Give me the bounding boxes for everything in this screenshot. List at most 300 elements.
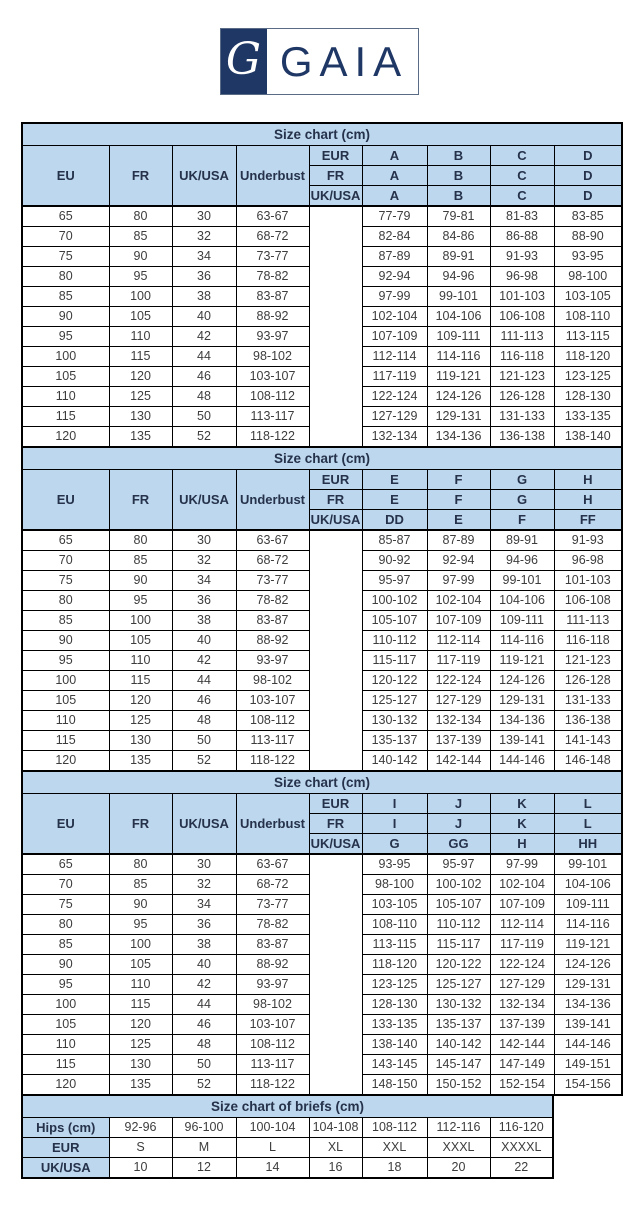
underbust-size-cell: 83-87 <box>236 611 309 631</box>
cup-range-cell: 119-121 <box>490 651 554 671</box>
uk-size-cell: 30 <box>172 206 236 227</box>
fr-size-cell: 80 <box>109 530 172 551</box>
fr-size-cell: 135 <box>109 1075 172 1096</box>
cup-range-cell: 98-100 <box>362 875 427 895</box>
table-row <box>22 206 622 227</box>
underbust-size-cell: 118-122 <box>236 427 309 448</box>
eu-size-cell: 65 <box>22 206 109 227</box>
cup-range-cell: 131-133 <box>490 407 554 427</box>
cup-letter: I <box>362 814 427 834</box>
cup-range-cell: 91-93 <box>490 247 554 267</box>
cup-range-cell: 112-114 <box>362 347 427 367</box>
fr-size-cell: 80 <box>109 854 172 875</box>
brand-name: GAIA <box>279 37 409 85</box>
eu-size-cell: 100 <box>22 347 109 367</box>
cup-range-cell: 154-156 <box>554 1075 622 1096</box>
briefs-value-cell: XXL <box>362 1138 427 1158</box>
uk-size-cell: 50 <box>172 731 236 751</box>
cup-range-cell: 116-118 <box>490 347 554 367</box>
cup-system-label: FR <box>309 490 362 510</box>
cup-range-cell: 132-134 <box>427 711 490 731</box>
underbust-size-cell: 118-122 <box>236 1075 309 1096</box>
uk-size-cell: 50 <box>172 1055 236 1075</box>
eu-size-cell: 70 <box>22 227 109 247</box>
cup-letter: F <box>490 510 554 531</box>
cup-range-cell: 108-110 <box>362 915 427 935</box>
cup-range-cell: 138-140 <box>554 427 622 448</box>
eu-size-cell: 95 <box>22 327 109 347</box>
cup-range-cell: 121-123 <box>490 367 554 387</box>
bra-size-table-2 <box>21 446 623 772</box>
column-header: UK/USA <box>172 146 236 207</box>
underbust-size-cell: 98-102 <box>236 671 309 691</box>
cup-range-cell: 107-109 <box>362 327 427 347</box>
cup-letter: H <box>554 490 622 510</box>
fr-size-cell: 120 <box>109 691 172 711</box>
briefs-value-cell: 22 <box>490 1158 553 1179</box>
eu-size-cell: 75 <box>22 247 109 267</box>
cup-range-cell: 114-116 <box>427 347 490 367</box>
fr-size-cell: 130 <box>109 407 172 427</box>
uk-size-cell: 32 <box>172 875 236 895</box>
briefs-value-cell: 18 <box>362 1158 427 1179</box>
uk-size-cell: 52 <box>172 427 236 448</box>
fr-size-cell: 85 <box>109 875 172 895</box>
cup-range-cell: 108-110 <box>554 307 622 327</box>
column-header: EU <box>22 794 109 855</box>
eu-size-cell: 105 <box>22 367 109 387</box>
cup-letter: B <box>427 186 490 207</box>
underbust-size-cell: 78-82 <box>236 915 309 935</box>
bra-size-table-3 <box>21 770 623 1096</box>
fr-size-cell: 100 <box>109 287 172 307</box>
uk-size-cell: 40 <box>172 631 236 651</box>
cup-range-cell: 115-117 <box>362 651 427 671</box>
cup-range-cell: 122-124 <box>427 671 490 691</box>
cup-range-cell: 149-151 <box>554 1055 622 1075</box>
cup-range-cell: 92-94 <box>427 551 490 571</box>
cup-range-cell: 117-119 <box>427 651 490 671</box>
cup-range-cell: 127-129 <box>490 975 554 995</box>
cup-range-cell: 132-134 <box>490 995 554 1015</box>
briefs-value-cell: S <box>109 1138 172 1158</box>
gap-spacer <box>309 530 362 771</box>
uk-size-cell: 44 <box>172 347 236 367</box>
underbust-size-cell: 68-72 <box>236 551 309 571</box>
cup-range-cell: 134-136 <box>554 995 622 1015</box>
column-header: Underbust <box>236 794 309 855</box>
eu-size-cell: 85 <box>22 611 109 631</box>
cup-letter: L <box>554 794 622 814</box>
cup-range-cell: 89-91 <box>427 247 490 267</box>
fr-size-cell: 100 <box>109 935 172 955</box>
eu-size-cell: 115 <box>22 731 109 751</box>
uk-size-cell: 42 <box>172 651 236 671</box>
briefs-value-cell: M <box>172 1138 236 1158</box>
eu-size-cell: 100 <box>22 995 109 1015</box>
uk-size-cell: 44 <box>172 671 236 691</box>
cup-letter: F <box>427 470 490 490</box>
underbust-size-cell: 108-112 <box>236 711 309 731</box>
cup-range-cell: 97-99 <box>427 571 490 591</box>
eu-size-cell: 95 <box>22 975 109 995</box>
cup-range-cell: 102-104 <box>427 591 490 611</box>
eu-size-cell: 120 <box>22 751 109 772</box>
cup-letter: D <box>554 186 622 207</box>
column-header: FR <box>109 794 172 855</box>
cup-range-cell: 136-138 <box>554 711 622 731</box>
uk-size-cell: 38 <box>172 935 236 955</box>
cup-range-cell: 148-150 <box>362 1075 427 1096</box>
cup-range-cell: 84-86 <box>427 227 490 247</box>
logo-monogram-box <box>221 29 267 94</box>
cup-range-cell: 95-97 <box>427 854 490 875</box>
logo-monogram: G <box>225 33 262 85</box>
cup-letter: D <box>554 146 622 166</box>
uk-size-cell: 48 <box>172 711 236 731</box>
fr-size-cell: 130 <box>109 1055 172 1075</box>
cup-range-cell: 89-91 <box>490 530 554 551</box>
underbust-size-cell: 93-97 <box>236 327 309 347</box>
cup-range-cell: 98-100 <box>554 267 622 287</box>
underbust-size-cell: 98-102 <box>236 995 309 1015</box>
fr-size-cell: 90 <box>109 247 172 267</box>
underbust-size-cell: 103-107 <box>236 1015 309 1035</box>
underbust-size-cell: 73-77 <box>236 571 309 591</box>
uk-size-cell: 48 <box>172 387 236 407</box>
cup-letter: B <box>427 166 490 186</box>
cup-range-cell: 116-118 <box>554 631 622 651</box>
cup-letter: C <box>490 186 554 207</box>
briefs-value-cell: 92-96 <box>109 1118 172 1138</box>
fr-size-cell: 110 <box>109 327 172 347</box>
cup-range-cell: 115-117 <box>427 935 490 955</box>
cup-letter: A <box>362 186 427 207</box>
cup-range-cell: 135-137 <box>427 1015 490 1035</box>
cup-range-cell: 111-113 <box>554 611 622 631</box>
uk-size-cell: 34 <box>172 895 236 915</box>
fr-size-cell: 120 <box>109 367 172 387</box>
eu-size-cell: 70 <box>22 875 109 895</box>
cup-range-cell: 128-130 <box>554 387 622 407</box>
briefs-value-cell: 112-116 <box>427 1118 490 1138</box>
fr-size-cell: 90 <box>109 895 172 915</box>
briefs-value-cell: L <box>236 1138 309 1158</box>
cup-range-cell: 100-102 <box>362 591 427 611</box>
fr-size-cell: 95 <box>109 915 172 935</box>
underbust-size-cell: 93-97 <box>236 975 309 995</box>
cup-system-label: EUR <box>309 146 362 166</box>
table-title: Size chart of briefs (cm) <box>22 1095 553 1118</box>
fr-size-cell: 90 <box>109 571 172 591</box>
fr-size-cell: 85 <box>109 227 172 247</box>
cup-range-cell: 142-144 <box>427 751 490 772</box>
underbust-size-cell: 73-77 <box>236 247 309 267</box>
eu-size-cell: 105 <box>22 1015 109 1035</box>
cup-range-cell: 92-94 <box>362 267 427 287</box>
fr-size-cell: 115 <box>109 671 172 691</box>
cup-range-cell: 133-135 <box>362 1015 427 1035</box>
cup-range-cell: 128-130 <box>362 995 427 1015</box>
cup-range-cell: 147-149 <box>490 1055 554 1075</box>
fr-size-cell: 125 <box>109 387 172 407</box>
column-header: UK/USA <box>172 470 236 531</box>
underbust-size-cell: 83-87 <box>236 935 309 955</box>
cup-letter: G <box>490 490 554 510</box>
cup-range-cell: 134-136 <box>427 427 490 448</box>
eu-size-cell: 90 <box>22 631 109 651</box>
table-title: Size chart (cm) <box>22 771 622 794</box>
cup-range-cell: 118-120 <box>554 347 622 367</box>
eu-size-cell: 65 <box>22 530 109 551</box>
cup-letter: H <box>554 470 622 490</box>
fr-size-cell: 115 <box>109 347 172 367</box>
eu-size-cell: 80 <box>22 267 109 287</box>
eu-size-cell: 120 <box>22 427 109 448</box>
cup-range-cell: 88-90 <box>554 227 622 247</box>
column-header: EU <box>22 146 109 207</box>
uk-size-cell: 46 <box>172 1015 236 1035</box>
cup-system-label: UK/USA <box>309 834 362 855</box>
briefs-value-cell: 116-120 <box>490 1118 553 1138</box>
fr-size-cell: 105 <box>109 955 172 975</box>
eu-size-cell: 85 <box>22 935 109 955</box>
cup-range-cell: 99-101 <box>427 287 490 307</box>
column-header: Underbust <box>236 146 309 207</box>
underbust-size-cell: 118-122 <box>236 751 309 772</box>
briefs-value-cell: XXXL <box>427 1138 490 1158</box>
cup-letter: J <box>427 794 490 814</box>
cup-range-cell: 106-108 <box>490 307 554 327</box>
cup-range-cell: 100-102 <box>427 875 490 895</box>
fr-size-cell: 135 <box>109 751 172 772</box>
cup-letter: K <box>490 814 554 834</box>
uk-size-cell: 52 <box>172 751 236 772</box>
cup-range-cell: 107-109 <box>490 895 554 915</box>
cup-range-cell: 103-105 <box>554 287 622 307</box>
cup-letter: G <box>490 470 554 490</box>
cup-range-cell: 150-152 <box>427 1075 490 1096</box>
underbust-size-cell: 88-92 <box>236 307 309 327</box>
cup-range-cell: 87-89 <box>427 530 490 551</box>
cup-range-cell: 99-101 <box>554 854 622 875</box>
cup-range-cell: 139-141 <box>490 731 554 751</box>
cup-range-cell: 113-115 <box>362 935 427 955</box>
cup-range-cell: 118-120 <box>362 955 427 975</box>
uk-size-cell: 48 <box>172 1035 236 1055</box>
cup-range-cell: 104-106 <box>490 591 554 611</box>
fr-size-cell: 120 <box>109 1015 172 1035</box>
briefs-row-label: Hips (cm) <box>22 1118 109 1138</box>
cup-range-cell: 152-154 <box>490 1075 554 1096</box>
cup-range-cell: 85-87 <box>362 530 427 551</box>
cup-range-cell: 94-96 <box>490 551 554 571</box>
cup-letter: DD <box>362 510 427 531</box>
size-charts <box>21 122 638 1179</box>
eu-size-cell: 110 <box>22 711 109 731</box>
fr-size-cell: 95 <box>109 591 172 611</box>
cup-range-cell: 97-99 <box>362 287 427 307</box>
briefs-value-cell: XL <box>309 1138 362 1158</box>
eu-size-cell: 85 <box>22 287 109 307</box>
eu-size-cell: 95 <box>22 651 109 671</box>
fr-size-cell: 100 <box>109 611 172 631</box>
page <box>0 28 638 1222</box>
cup-range-cell: 121-123 <box>554 651 622 671</box>
cup-range-cell: 127-129 <box>427 691 490 711</box>
uk-size-cell: 36 <box>172 915 236 935</box>
cup-range-cell: 130-132 <box>362 711 427 731</box>
cup-range-cell: 104-106 <box>427 307 490 327</box>
fr-size-cell: 105 <box>109 631 172 651</box>
fr-size-cell: 110 <box>109 975 172 995</box>
cup-range-cell: 109-111 <box>490 611 554 631</box>
uk-size-cell: 42 <box>172 327 236 347</box>
eu-size-cell: 110 <box>22 387 109 407</box>
cup-letter: E <box>427 510 490 531</box>
cup-letter: H <box>490 834 554 855</box>
cup-range-cell: 81-83 <box>490 206 554 227</box>
cup-letter: GG <box>427 834 490 855</box>
cup-range-cell: 124-126 <box>490 671 554 691</box>
cup-range-cell: 107-109 <box>427 611 490 631</box>
cup-range-cell: 132-134 <box>362 427 427 448</box>
table-title: Size chart (cm) <box>22 447 622 470</box>
cup-letter: J <box>427 814 490 834</box>
underbust-size-cell: 113-117 <box>236 1055 309 1075</box>
briefs-row-label: UK/USA <box>22 1158 109 1179</box>
cup-letter: L <box>554 814 622 834</box>
uk-size-cell: 30 <box>172 854 236 875</box>
eu-size-cell: 70 <box>22 551 109 571</box>
gap-spacer <box>309 854 362 1095</box>
cup-system-label: EUR <box>309 470 362 490</box>
uk-size-cell: 34 <box>172 571 236 591</box>
eu-size-cell: 80 <box>22 591 109 611</box>
briefs-row-label: EUR <box>22 1138 109 1158</box>
underbust-size-cell: 78-82 <box>236 591 309 611</box>
cup-range-cell: 125-127 <box>427 975 490 995</box>
underbust-size-cell: 83-87 <box>236 287 309 307</box>
cup-letter: E <box>362 470 427 490</box>
bra-size-table-1 <box>21 122 623 448</box>
cup-range-cell: 105-107 <box>362 611 427 631</box>
eu-size-cell: 120 <box>22 1075 109 1096</box>
cup-range-cell: 96-98 <box>554 551 622 571</box>
uk-size-cell: 40 <box>172 307 236 327</box>
cup-range-cell: 95-97 <box>362 571 427 591</box>
uk-size-cell: 50 <box>172 407 236 427</box>
cup-range-cell: 102-104 <box>362 307 427 327</box>
briefs-value-cell: XXXXL <box>490 1138 553 1158</box>
column-header: FR <box>109 146 172 207</box>
cup-range-cell: 87-89 <box>362 247 427 267</box>
uk-size-cell: 36 <box>172 267 236 287</box>
briefs-value-cell: 20 <box>427 1158 490 1179</box>
underbust-size-cell: 63-67 <box>236 206 309 227</box>
cup-range-cell: 127-129 <box>362 407 427 427</box>
column-header: UK/USA <box>172 794 236 855</box>
cup-range-cell: 120-122 <box>427 955 490 975</box>
cup-range-cell: 93-95 <box>554 247 622 267</box>
fr-size-cell: 85 <box>109 551 172 571</box>
cup-letter: G <box>362 834 427 855</box>
fr-size-cell: 105 <box>109 307 172 327</box>
fr-size-cell: 125 <box>109 711 172 731</box>
cup-system-label: UK/USA <box>309 510 362 531</box>
uk-size-cell: 46 <box>172 691 236 711</box>
gap-spacer <box>309 206 362 447</box>
cup-range-cell: 109-111 <box>554 895 622 915</box>
cup-range-cell: 109-111 <box>427 327 490 347</box>
briefs-value-cell: 16 <box>309 1158 362 1179</box>
cup-range-cell: 113-115 <box>554 327 622 347</box>
eu-size-cell: 110 <box>22 1035 109 1055</box>
column-header: FR <box>109 470 172 531</box>
cup-letter: A <box>362 146 427 166</box>
cup-range-cell: 129-131 <box>490 691 554 711</box>
cup-range-cell: 123-125 <box>554 367 622 387</box>
cup-range-cell: 112-114 <box>490 915 554 935</box>
briefs-value-cell: 96-100 <box>172 1118 236 1138</box>
cup-range-cell: 140-142 <box>427 1035 490 1055</box>
table-row <box>22 1118 553 1138</box>
fr-size-cell: 110 <box>109 651 172 671</box>
eu-size-cell: 115 <box>22 407 109 427</box>
cup-system-label: FR <box>309 814 362 834</box>
underbust-size-cell: 103-107 <box>236 691 309 711</box>
underbust-size-cell: 88-92 <box>236 955 309 975</box>
uk-size-cell: 32 <box>172 551 236 571</box>
underbust-size-cell: 98-102 <box>236 347 309 367</box>
table-row <box>22 1138 553 1158</box>
cup-range-cell: 114-116 <box>554 915 622 935</box>
underbust-size-cell: 108-112 <box>236 1035 309 1055</box>
cup-range-cell: 79-81 <box>427 206 490 227</box>
cup-range-cell: 130-132 <box>427 995 490 1015</box>
cup-letter: FF <box>554 510 622 531</box>
fr-size-cell: 95 <box>109 267 172 287</box>
cup-range-cell: 144-146 <box>490 751 554 772</box>
fr-size-cell: 130 <box>109 731 172 751</box>
cup-range-cell: 133-135 <box>554 407 622 427</box>
fr-size-cell: 80 <box>109 206 172 227</box>
eu-size-cell: 100 <box>22 671 109 691</box>
uk-size-cell: 30 <box>172 530 236 551</box>
cup-range-cell: 141-143 <box>554 731 622 751</box>
cup-letter: D <box>554 166 622 186</box>
cup-range-cell: 86-88 <box>490 227 554 247</box>
cup-system-label: EUR <box>309 794 362 814</box>
cup-range-cell: 138-140 <box>362 1035 427 1055</box>
eu-size-cell: 80 <box>22 915 109 935</box>
cup-letter: F <box>427 490 490 510</box>
underbust-size-cell: 68-72 <box>236 227 309 247</box>
fr-size-cell: 135 <box>109 427 172 448</box>
briefs-size-table <box>21 1094 554 1179</box>
cup-range-cell: 124-126 <box>427 387 490 407</box>
cup-range-cell: 137-139 <box>427 731 490 751</box>
cup-range-cell: 77-79 <box>362 206 427 227</box>
eu-size-cell: 90 <box>22 955 109 975</box>
briefs-value-cell: 10 <box>109 1158 172 1179</box>
cup-letter: I <box>362 794 427 814</box>
eu-size-cell: 65 <box>22 854 109 875</box>
cup-letter: K <box>490 794 554 814</box>
cup-range-cell: 117-119 <box>362 367 427 387</box>
cup-letter: E <box>362 490 427 510</box>
cup-range-cell: 103-105 <box>362 895 427 915</box>
